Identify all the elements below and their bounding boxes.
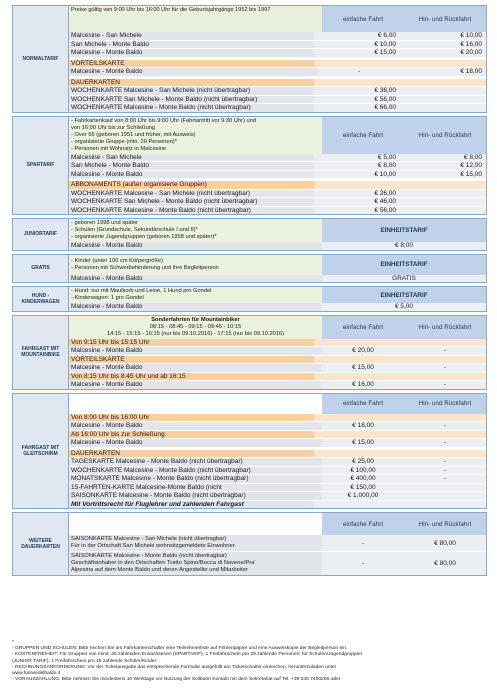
col-single-header: einfache Fahrt [322,6,404,32]
section-normaltarif [12,5,487,113]
unified-tariff-header: EINHEITSTARIF [322,287,486,303]
col-single-header: einfache Fahrt [322,394,404,414]
table-row: Malcesine - Monte Baldo € 16,00 - [69,381,486,389]
table-row: WOCHENKARTE Malcesine - Monte Baldo (nicht übertragbar) € 66,00 [69,104,486,112]
table-row: WOCHENKARTE San Michele - Monte Baldo (nicht übertragbar) € 46,00 [69,198,486,207]
section-label: JUNIORTARIF [13,219,69,250]
col-return-header: Hin- und Rückfahrt [404,117,486,154]
price-table [12,5,487,579]
table-row: WOCHENKARTE Malcesine - Monte Baldo (nicht übertragbar) € 100,00 - [69,467,486,476]
section-label: GRATIS [13,255,69,283]
subheading-row: Von 8:00 Uhr bis 16:00 Uhr [69,414,486,423]
subheading-row: DAUERKARTEN [69,450,486,459]
conditions-note: - Fahrkartenkauf von 8:00 Uhr bis 9:00 Uhr (Fahrtantritt vor 9:30 Uhr) und von 16:00 Uhr bis zur Schließung - Over 65 (geboren 1951 und früher, mit Ausweis) - organisierte Gruppe (min. 20 Personen)* - Personen mit Wohnsitz in Malcesine [69,117,322,154]
section-label: WEITERE DAUERKARTEN [13,513,69,575]
table-row: Malcesine - Monte Baldo € 10,00 € 15,00 [69,171,486,180]
col-single-header: einfache Fahrt [322,117,404,154]
table-row: SAISONKARTE Malcesine - San Michele (nicht übertragbar) Für in der Ortschaft San Michele wohnsitzgemeldete Einwohner. - € 80,00 [69,535,486,551]
table-row: SAISONKARTE Malcesine - Monte Baldo (nicht übertragbar) € 1.000,00 [69,492,486,501]
col-return-header: Hin- und Rückfahrt [404,316,486,339]
section-juniortarif [12,218,487,251]
subheading-row: Ab 16:00 Uhr bis zur Schließung [69,431,486,440]
table-row: San Michele - Monte Baldo € 8,00 € 12,00 [69,162,486,171]
table-row: SAISONKARTE Malcesine - Monte Baldo (nicht übertragbar) Geschäftsinhaber in den Ortschaften Tratto Spino/Bocca di Navene/Pra' Alpesina auf dem Monte Baldo und deren Angestellte und Mitarbeiter - € 80,00 [69,552,486,575]
table-row: Malcesine - Monte Baldo GRATIS [69,275,486,283]
header-row [69,6,486,32]
table-row: MONATSKARTE Malcesine - Monte Baldo (nicht übertragbar) € 400,00 - [69,475,486,484]
table-row: Malcesine - Monte Baldo € 15,00 - [69,364,486,373]
col-return-header: Hin- und Rückfahrt [404,513,486,535]
subheading-row: Von 9:15 Uhr bis 15:15 Uhr [69,339,486,348]
table-row: Malcesine - Monte Baldo € 8,00 [69,242,486,250]
section-label: FAHRGAST MIT MOUNTAINBIKE [13,316,69,389]
subheading-row: Von 8:15 Uhr bis 8:45 Uhr und ab 16:15 [69,373,486,382]
table-row: Malcesine - Monte Baldo € 15,00 € 20,00 [69,49,486,58]
table-row: WOCHENKARTE Malcesine - San Michele (nicht übertragbar) € 26,00 [69,190,486,199]
subheading-row: VORTEILSKARTE [69,60,486,69]
table-row: San Michele - Monte Baldo € 10,00 € 16,00 [69,41,486,50]
table-row: WOCHENKARTE Malcesine - Monte Baldo (nicht übertragbar) € 56,00 [69,207,486,215]
table-row: Malcesine - Monte Baldo - € 18,00 [69,68,486,77]
section-mountainbike [12,315,487,390]
col-return-header: Hin- und Rückfahrt [404,6,486,32]
table-row: Malcesine - San Michele € 5,00 € 8,00 [69,154,486,163]
unified-tariff-header: EINHEITSTARIF [322,219,486,242]
table-row: TAGESKARTE Malcesine - Monte Baldo (nicht übertragbar) € 25,00 - [69,458,486,467]
section-spartarif [12,116,487,216]
table-row: WOCHENKARTE Malcesine - San Michele (nicht übertragbar) € 36,00 [69,87,486,96]
conditions-note: - geboren 1998 und später - Schulen (Grundschule, Sekundärschule I und II)* - organisierte Jugendgruppen (geboren 1998 und später)* [69,219,322,242]
subheading-row: ABBONAMENTS (außer organisierte Gruppen) [69,181,486,190]
section-label: HUND - KINDERWAGEN [13,287,69,311]
section-label: SPARTARIF [13,117,69,215]
footnotes: * - GRUPPEN UND SCHULEN: Bitte reichen Sie am Fahrkartenschalter eine Teilnehmerliste auf Firmenpapier und eine Ausweiskopie der Begleitperson ein. - KOSTENFREIHEIT: Für Gruppen von mind. 20 zahlenden Erwachsenen (SPARTARIF), 1 Freifahrschein pro 20 zahlende Personen; für Schulen/Jugendgruppen (JUNIOR TARIF), 1 Freifahrschein pro 15 zahlende Schüler/Kinder. - RECHNUNGSANFORDERUNG: Vor der Ticketausgabe das entsprechende Formular ausgefüllt am Ticketschalter einreichen, herunterzuladen unter www.funiviedelbaldo.it - VORAUSZAHLUNG: Bitte nehmen Sie mindestens 10 Werktage vor Nutzung der Seilbahn Kontakt mit dem Sekretariat auf Tel. +39 045 7400206 oder [12,640,363,683]
col-return-header: Hin- und Rückfahrt [404,394,486,414]
section-label: NORMALTARIF [13,6,69,112]
section-label: FAHRGAST MIT GLEITSCHIRM [13,394,69,509]
conditions-note: - Hund: nur mit Maulkorb und Leine, 1 Hund pro Gondel - Kinderwagen: 1 pro Gondel [69,287,322,303]
table-row: Malcesine - Monte Baldo € 5,00 [69,303,486,311]
col-single-header: einfache Fahrt [322,513,404,535]
special-trips-note: Sonderfahrten für Mountainbiker 08:15 - 08:45 - 09:15 - 09:45 - 10:15 14:15 - 15:15 - 16:15 (nur bis 09.10.2016) - 17:15 (nur bis 09.10.2016) [69,316,322,339]
subheading-row: VORTEILSKARTE [69,356,486,365]
unified-tariff-header: EINHEITSTARIF [322,255,486,275]
table-row: WOCHENKARTE San Michele - Monte Baldo (nicht übertragbar) € 56,00 [69,96,486,105]
table-row: Malcesine - San Michele € 6,00 € 10,00 [69,32,486,41]
table-row: Malcesine - Monte Baldo € 15,00 - [69,439,486,448]
subheading-row: DAUERKARTEN [69,79,486,88]
table-row: Mit Vortrittsrecht für Fluglehrer und zahlenden Fahrgast [69,501,486,509]
col-single-header: einfache Fahrt [322,316,404,339]
section-hund-kinderwagen [12,286,487,312]
section-gleitschirm [12,393,487,510]
section-weitere-dauerkarten [12,512,487,576]
table-row: Malcesine - Monte Baldo € 18,00 - [69,422,486,431]
conditions-note: - Kinder (unter 100 cm Körpergröße) - Personen mit Schwerbehinderung und ihre Begleitperson [69,255,322,275]
table-row: Malcesine - Monte Baldo € 20,00 - [69,347,486,356]
table-row: 15-FAHRTEN-KARTE Malcesine-Monte Baldo (nicht € 150,00 [69,484,486,493]
validity-note: Preise gültig von 9:00 Uhr bis 16:00 Uhr für die Geburtsjahrgänge 1952 bis 1997 [69,6,322,32]
section-gratis [12,254,487,284]
